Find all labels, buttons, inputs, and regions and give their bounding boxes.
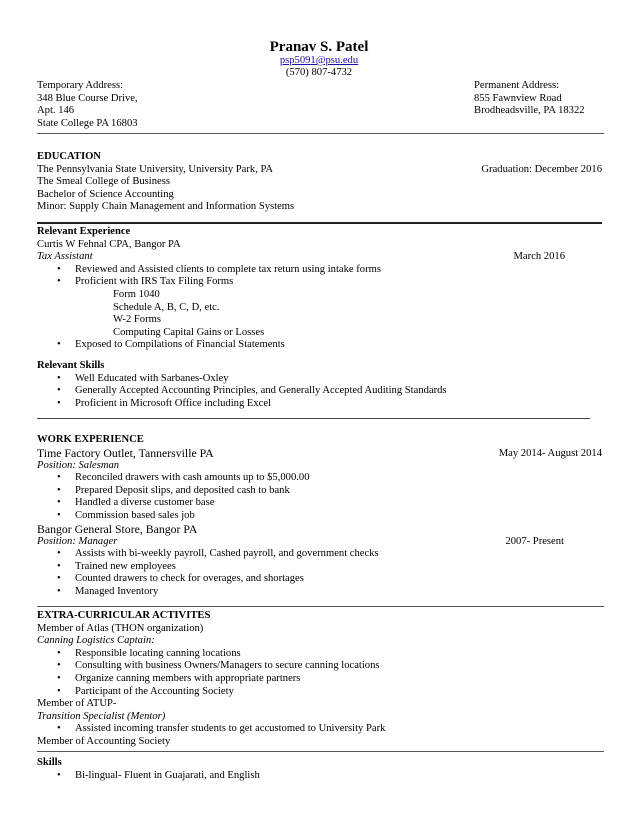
bullet-icon: • <box>57 339 61 351</box>
membership-role: Canning Logistics Captain: <box>37 635 155 647</box>
list-item-text: Responsible locating canning locations <box>75 647 241 659</box>
list-item-text: Organize canning members with appropriate partners <box>75 672 301 684</box>
list-item <box>37 673 602 686</box>
list-item <box>37 373 602 386</box>
divider <box>37 133 604 134</box>
temporary-address-line: Apt. 146 <box>37 105 75 117</box>
list-item-text: Generally Accepted Accounting Principles, and Generally Accepted Auditing Standards <box>75 385 447 397</box>
college-name: The Smeal College of Business <box>37 176 170 188</box>
list-item-text: Handled a diverse customer base <box>75 497 215 509</box>
list-item <box>37 385 602 398</box>
list-item <box>37 339 602 352</box>
temporary-address-line: 348 Blue Course Drive, <box>37 92 138 104</box>
bullet-icon: • <box>57 769 61 781</box>
job-employer: Bangor General Store, Bangor PA <box>37 521 198 536</box>
membership-role: Transition Specialist (Mentor) <box>37 710 166 722</box>
bullet-icon: • <box>57 585 61 597</box>
job-header <box>37 523 602 536</box>
list-item <box>37 497 602 510</box>
list-item-text: Prepared Deposit slips, and deposited cash to bank <box>75 484 290 496</box>
divider <box>37 606 604 607</box>
bullet-icon: • <box>57 509 61 521</box>
divider <box>37 222 602 224</box>
list-item-text: Participant of the Accounting Society <box>75 685 234 697</box>
list-item <box>37 686 602 699</box>
job-employer: Time Factory Outlet, Tannersville PA <box>37 445 214 460</box>
bullet-icon: • <box>57 372 61 384</box>
list-item-text: Counted drawers to check for overages, and shortages <box>75 573 304 585</box>
permanent-address-line: Brodheadsville, PA 18322 <box>474 105 585 117</box>
permanent-address-line: 855 Fawnview Road <box>474 92 562 104</box>
employer: Curtis W Fehnal CPA, Bangor PA <box>37 238 181 250</box>
list-item <box>37 723 602 736</box>
job-date: May 2014- August 2014 <box>498 447 602 459</box>
list-item <box>37 485 602 498</box>
form-item: Form 1040 <box>113 288 160 300</box>
list-item <box>37 548 602 561</box>
list-item <box>37 472 602 485</box>
school-line <box>37 164 602 177</box>
list-item <box>37 660 602 673</box>
bullet-icon: • <box>57 560 61 572</box>
divider <box>37 418 590 419</box>
list-item-text: Consulting with business Owners/Managers to secure canning locations <box>75 660 380 672</box>
list-item <box>37 573 602 586</box>
relevant-experience-section <box>37 226 602 352</box>
role-title: Tax Assistant <box>37 251 93 263</box>
list-item-text: Bi-lingual- Fluent in Guajarati, and English <box>75 769 260 781</box>
relevant-skills-section <box>37 360 602 410</box>
bullet-icon: • <box>57 472 61 484</box>
list-item <box>37 770 602 783</box>
membership: Member of Accounting Society <box>37 735 171 747</box>
phone-number: (570) 807-4732 <box>285 67 353 78</box>
minor: Minor: Supply Chain Management and Information Systems <box>37 201 295 213</box>
section-heading: Skills <box>37 757 62 768</box>
bullet-icon: • <box>57 276 61 288</box>
list-item <box>37 586 602 599</box>
membership: Member of ATUP- <box>37 698 117 710</box>
list-item <box>37 264 602 277</box>
list-item <box>37 276 602 289</box>
bullet-icon: • <box>57 573 61 585</box>
job-position: Position: Salesman <box>37 459 120 471</box>
job-position-line <box>37 536 602 549</box>
list-item <box>37 648 602 661</box>
work-experience-section <box>37 434 602 599</box>
job-position: Position: Manager <box>37 535 118 547</box>
temporary-address-line: State College PA 16803 <box>37 117 138 129</box>
role-line <box>37 251 602 264</box>
list-item-text: Managed Inventory <box>75 585 159 597</box>
list-item <box>37 398 602 411</box>
form-item: Computing Capital Gains or Losses <box>113 326 265 338</box>
permanent-address <box>474 80 585 118</box>
bullet-icon: • <box>57 263 61 275</box>
bullet-icon: • <box>57 497 61 509</box>
list-item-text: Well Educated with Sarbanes-Oxley <box>75 372 229 384</box>
list-item-text: Proficient in Microsoft Office including Excel <box>75 397 272 409</box>
school-name: The Pennsylvania State University, University Park, PA <box>37 163 274 175</box>
section-heading: Relevant Skills <box>37 360 105 371</box>
bullet-icon: • <box>57 685 61 697</box>
form-item: Schedule A, B, C, D, etc. <box>113 301 220 313</box>
bullet-icon: • <box>57 647 61 659</box>
divider <box>37 751 604 752</box>
candidate-name: Pranav S. Patel <box>269 39 369 55</box>
role-date: March 2016 <box>513 251 565 263</box>
list-item-text: Exposed to Compilations of Financial Statements <box>75 339 285 351</box>
section-heading: EDUCATION <box>37 151 101 162</box>
degree: Bachelor of Science Accounting <box>37 188 174 200</box>
temporary-address-label: Temporary Address: <box>37 80 124 91</box>
list-item-text: Proficient with IRS Tax Filing Forms <box>75 276 234 288</box>
job-date: 2007- Present <box>505 535 564 547</box>
graduation-date: Graduation: December 2016 <box>481 163 602 175</box>
list-item-text: Commission based sales job <box>75 509 195 521</box>
bullet-icon: • <box>57 660 61 672</box>
list-item-text: Trained new employees <box>75 560 176 572</box>
membership: Member of Atlas (THON organization) <box>37 622 204 634</box>
form-item: W-2 Forms <box>113 314 161 326</box>
bullet-icon: • <box>57 548 61 560</box>
bullet-icon: • <box>57 397 61 409</box>
section-heading: Relevant Experience <box>37 226 131 237</box>
section-heading: EXTRA-CURRICULAR ACTIVITES <box>37 610 211 621</box>
extracurricular-section <box>37 610 602 749</box>
permanent-address-label: Permanent Address: <box>474 80 560 91</box>
skills-section <box>37 757 602 782</box>
education-section <box>37 151 602 214</box>
list-item-text: Reconciled drawers with cash amounts up to $5,000.00 <box>75 472 310 484</box>
bullet-icon: • <box>57 484 61 496</box>
bullet-icon: • <box>57 723 61 735</box>
email-link[interactable]: psp5091@psu.edu <box>279 55 359 66</box>
bullet-icon: • <box>57 672 61 684</box>
temporary-address <box>37 80 138 130</box>
section-heading: WORK EXPERIENCE <box>37 434 144 445</box>
bullet-icon: • <box>57 385 61 397</box>
list-item-text: Assists with bi-weekly payroll, Cashed payroll, and government checks <box>75 548 379 560</box>
list-item-text: Assisted incoming transfer students to get accustomed to University Park <box>75 723 386 735</box>
list-item <box>37 561 602 574</box>
list-item-text: Reviewed and Assisted clients to complete tax return using intake forms <box>75 263 381 275</box>
job-header <box>37 447 602 460</box>
